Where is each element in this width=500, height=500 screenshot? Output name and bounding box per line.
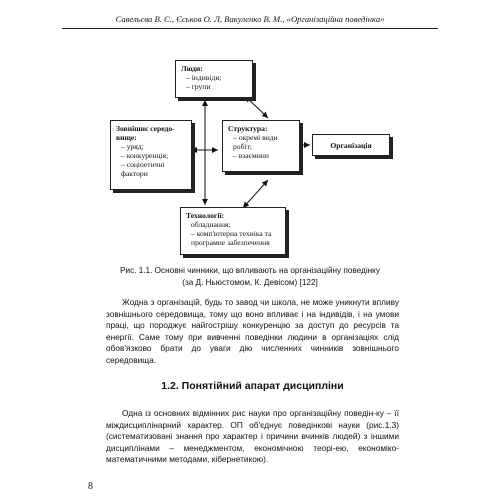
environment-box	[110, 120, 192, 190]
people-structure-arrow	[245, 96, 268, 118]
structure-box	[222, 120, 300, 172]
structure-item: – окремі види робіт;	[233, 133, 278, 151]
environment-item: – конкуренція;	[121, 151, 169, 160]
environment-title: Зовнішнє середо-вище:	[116, 124, 175, 142]
body-paragraph: Жодна з організацій, будь то завод чи школа, не може уникнути впливу зовнішнього середовища, тому що воно впливає і на індивідів, і на умови праці, що породжує найгострішу конкуренцію за доступ до ресурсів та енергії. Саме тому при вивченні поведінки людини в організаціях слід обов'язково брати до уваги дію численних чинників зовнішнього середовища.	[106, 297, 399, 365]
figure-caption	[95, 265, 405, 289]
caption-line: (за Д. Ньюстомом, К. Девісом) [122]	[182, 278, 318, 287]
technology-title: Технології:	[186, 211, 225, 220]
environment-item: – уряд;	[121, 142, 144, 151]
technology-item: – комп'ютерна техніка та програмне забезпечення	[191, 229, 272, 247]
running-header: Савельєва В. С., Єськов О. Л, Вакуленко В. М., «Організаційна поведінка»	[62, 14, 438, 29]
people-item: – індивіди;	[186, 73, 222, 82]
caption-line: Рис. 1.1. Основні чинники, що впливають на організаційну поведінку	[120, 266, 380, 275]
technology-item: обладнання;	[191, 220, 231, 229]
body-paragraph: Одна із основних відмінних рис науки про організаційну поведін-ку – її міждисциплінарний характер. ОП об'єднує поведінкові науки (рис.1.3) (систематизовані знання про характер і причини вчинків людей) з іншими дисциплінами – менеджментом, економічною теорі-ею, економіко-математичними методами, кібернетикою).	[106, 408, 399, 465]
people-item: – групи	[186, 82, 211, 91]
technology-box	[180, 207, 286, 255]
structure-item: – взаємини	[233, 151, 269, 160]
organization-box	[312, 134, 390, 156]
people-title: Люди:	[181, 64, 203, 73]
section-heading: 1.2. Понятійний апарат дисципліни	[161, 380, 344, 392]
environment-item: – соціоетичні фактори	[121, 160, 165, 178]
page-number: 8	[88, 481, 93, 492]
organization-title: Організація	[330, 140, 372, 150]
structure-title: Структура:	[228, 124, 268, 133]
people-box	[175, 60, 253, 98]
technology-structure-arrow	[243, 180, 268, 208]
